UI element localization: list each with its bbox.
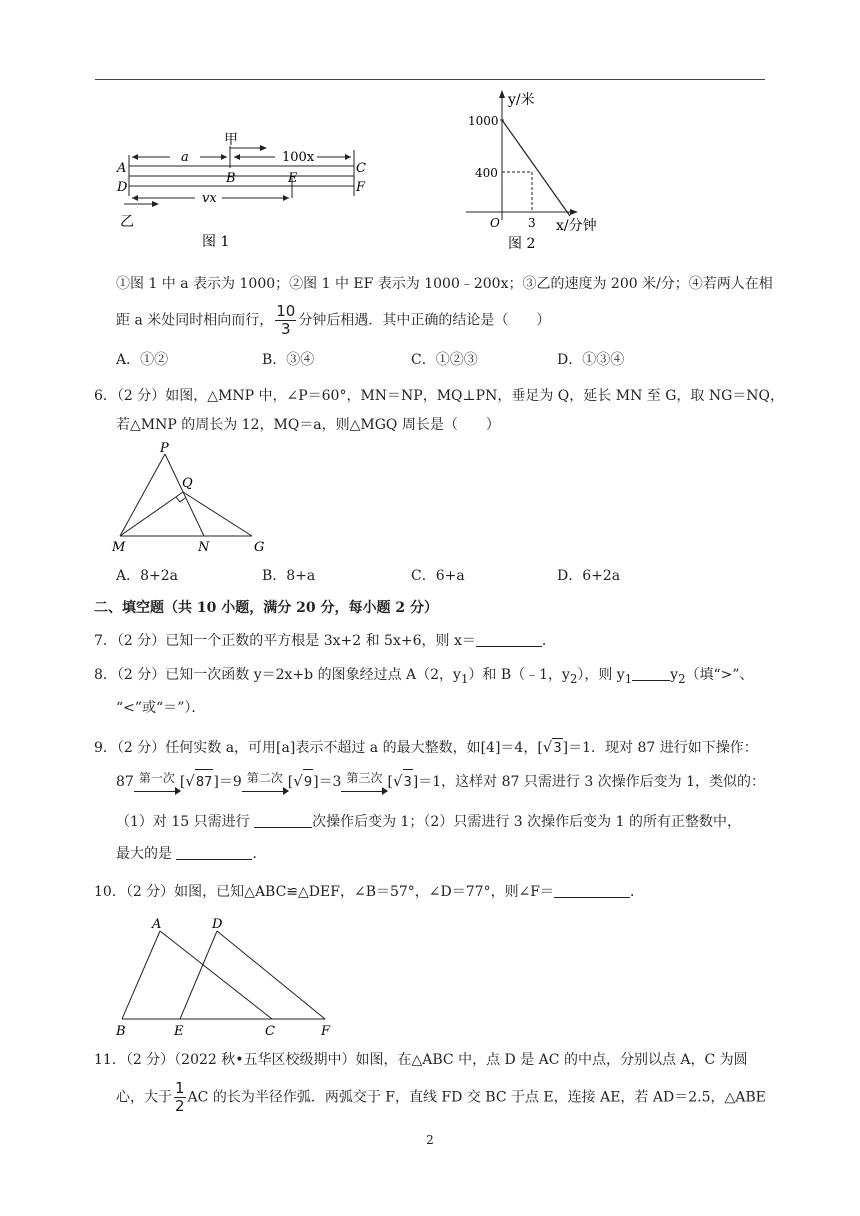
header-rule [95,79,765,80]
tick-400: 400 [475,166,498,180]
q9-line3: （1）对 15 只需进行 次操作后变为 1；（2）只需进行 3 次操作后变为 1 的所有正整数中， [116,814,741,830]
section-2-title: 二、填空题（共 10 小题，满分 20 分，每小题 2 分） [94,600,438,616]
q10-answer-blank[interactable] [554,883,630,898]
point-a: A [152,917,162,932]
step-arrow-1: 第一次 [134,772,180,796]
q7-line: 7．（2 分）已知一个正数的平方根是 3x+2 和 5x+6，则 x＝ ． [94,633,556,649]
origin-label: O [490,216,500,230]
q6-option-a[interactable]: A．8+2a [116,568,179,584]
point-b: B [116,1024,126,1038]
side-ed [180,931,217,1019]
label-jia: 甲 [224,132,238,148]
q10-line: 10．（2 分）如图，已知△ABC≌△DEF，∠B＝57°，∠D＝77°，则∠F＝ ． [94,884,645,900]
q11-line1: 11．（2 分）（2022 秋•五华区校级期中）如图，在△ABC 中，点 D 是 AC 的中点，分别以点 A，C 为圆 [94,1052,748,1068]
figure-1 [110,128,370,250]
y-axis-label: y/米 [508,92,535,108]
q5-option-d[interactable]: D．①③④ [557,352,625,368]
q5-option-c[interactable]: C．①②③ [411,352,478,368]
q6-option-d[interactable]: D．6+2a [557,568,621,584]
q9-line4: 最大的是 ． [116,846,267,862]
point-e: E [288,171,298,186]
q6-option-c[interactable]: C．6+a [411,568,465,584]
right-angle-mark [176,497,185,502]
point-m: M [112,540,126,555]
side-df [217,931,325,1019]
segment-mq [120,492,183,536]
seg-vx-label: vx [202,191,217,206]
q5-line1: ①图 1 中 a 表示为 1000；②图 1 中 EF 表示为 1000﹣200x；③乙的速度为 200 米/分；④若两人在相 [116,276,773,292]
point-c: C [356,161,366,176]
q11-fraction: $\frac{1}{2}$ [175,1079,185,1115]
label-yi: 乙 [120,214,134,230]
q9-answer-blank-2[interactable] [176,845,252,860]
q8-line1: 8．（2 分）已知一次函数 y＝2x+b 的图象经过点 A（2，$y_1$）和 B（﹣1，$y_2$），则 $y_1$ $y_2$（填“>”、 [94,667,754,686]
q5-fraction: $\frac{10}{3}$ [276,302,296,338]
q9-answer-blank-1[interactable] [254,813,312,828]
point-q: Q [182,476,193,491]
q6-option-b[interactable]: B．8+a [262,568,316,584]
point-d: D [212,917,223,932]
q5-option-a[interactable]: A．①② [116,352,169,368]
point-c: C [265,1024,275,1038]
side-ac [160,931,272,1019]
x-axis-label: x/分钟 [556,218,597,234]
figure-q10-triangles [110,908,340,1038]
figure-q6-triangle [108,440,278,556]
q11-line2: 心，大于 $\frac{1}{2}$ AC 的长为半径作弧．两弧交于 F，直线 FD 交 BC 于点 E，连接 AE，若 AD＝2.5，△ABE [116,1079,766,1115]
figure-2 [460,88,640,254]
point-g: G [254,540,265,555]
step-arrow-2: 第二次 [242,772,288,796]
point-f: F [321,1024,331,1038]
graph-line [502,120,570,216]
q8-line2: “<”或“＝”）． [116,700,206,716]
q8-answer-blank[interactable] [632,666,670,681]
fig1-caption: 图 1 [202,234,230,250]
side-ba [122,931,160,1019]
step-arrow-3: 第三次 [341,772,387,796]
q6-line1: 6．（2 分）如图，△MNP 中，∠P＝60°，MN＝NP，MQ⊥PN，垂足为 Q，延长 MN 至 G，取 NG＝NQ， [94,388,785,404]
q9-line2: 87 第一次 [√87]＝9 第二次 [√9]＝3 第三次 [√3]＝1，这样对 87 只需进行 3 次操作后变为 1，类似的： [116,768,765,796]
seg-100x-label: 100x [282,150,315,165]
point-f: F [356,180,366,195]
tick-1000: 1000 [468,114,499,128]
point-n: N [198,540,210,555]
q7-answer-blank[interactable] [476,632,542,647]
tick-3: 3 [528,216,536,230]
page-number: 2 [426,1133,434,1147]
q6-line2: 若△MNP 的周长为 12，MQ＝a，则△MGQ 周长是（ ） [116,417,500,433]
fig2-caption: 图 2 [508,236,536,252]
point-p: P [160,441,169,456]
side-pn [165,454,204,536]
q5-option-b[interactable]: B．③④ [262,352,315,368]
point-a: A [117,161,127,176]
side-pm [120,454,165,536]
point-e: E [174,1024,184,1038]
q9-line1: 9．（2 分）任何实数 a，可用[a]表示不超过 a 的最大整数，如[4]＝4，[√3]＝1．现对 87 进行如下操作： [94,737,758,759]
seg-a-label: a [181,150,189,165]
q5-line2: 距 a 米处同时相向而行， $\frac{10}{3}$ 分钟后相遇．其中正确的结论是（ ） [116,302,551,338]
point-b: B [226,171,236,186]
point-d: D [117,180,128,195]
